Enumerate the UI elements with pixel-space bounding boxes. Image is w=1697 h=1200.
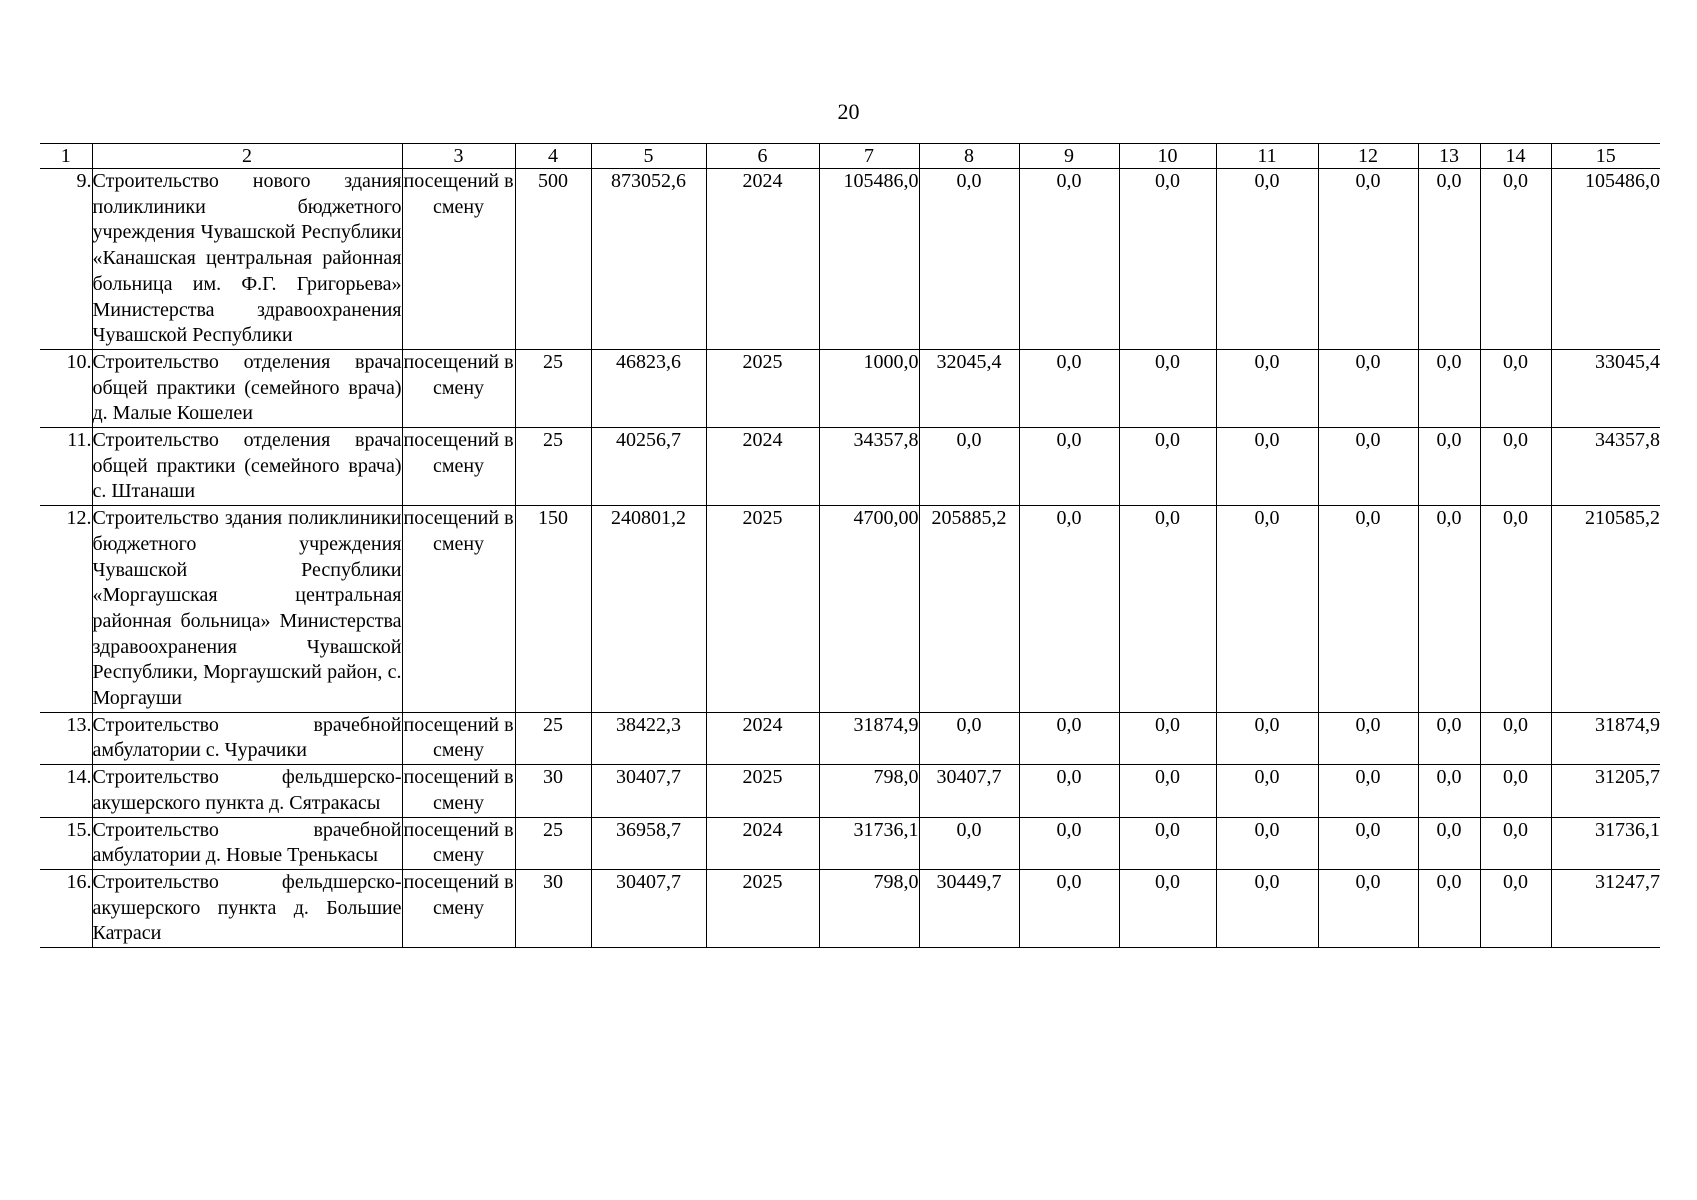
column-header: 6: [706, 144, 819, 169]
value-col-9: 0,0: [1019, 765, 1119, 817]
estimated-cost: 240801,2: [591, 506, 706, 713]
estimated-cost: 36958,7: [591, 817, 706, 869]
value-col-14: 0,0: [1480, 349, 1551, 427]
value-col-9: 0,0: [1019, 869, 1119, 947]
value-col-11: 0,0: [1216, 712, 1318, 764]
table-row: [40, 506, 1660, 713]
capacity-value: 500: [515, 169, 591, 350]
page-number: 20: [837, 99, 860, 124]
value-col-8: 0,0: [919, 712, 1019, 764]
object-description: Строительство фельдшерско-акушерского пункта д. Сятракасы: [92, 765, 402, 817]
table-row: [40, 428, 1660, 506]
value-col-12: 0,0: [1318, 506, 1418, 713]
value-col-15-total: 31874,9: [1551, 712, 1660, 764]
column-header: 11: [1216, 144, 1318, 169]
value-col-8: 0,0: [919, 169, 1019, 350]
row-number: 13.: [40, 712, 92, 764]
commission-year: 2024: [706, 817, 819, 869]
value-col-10: 0,0: [1119, 817, 1216, 869]
commission-year: 2024: [706, 169, 819, 350]
table-row: [40, 765, 1660, 817]
row-number: 11.: [40, 428, 92, 506]
estimated-cost: 40256,7: [591, 428, 706, 506]
value-col-15-total: 31205,7: [1551, 765, 1660, 817]
capacity-value: 25: [515, 712, 591, 764]
capacity-unit: посещений в смену: [402, 349, 515, 427]
row-number: 12.: [40, 506, 92, 713]
column-number-row: [40, 144, 1660, 169]
value-col-7: 105486,0: [819, 169, 919, 350]
capacity-unit: посещений в смену: [402, 428, 515, 506]
value-col-8: 0,0: [919, 817, 1019, 869]
row-number: 10.: [40, 349, 92, 427]
value-col-10: 0,0: [1119, 869, 1216, 947]
table-row: [40, 712, 1660, 764]
capacity-value: 25: [515, 349, 591, 427]
value-col-15-total: 105486,0: [1551, 169, 1660, 350]
value-col-14: 0,0: [1480, 712, 1551, 764]
value-col-13: 0,0: [1418, 349, 1480, 427]
value-col-14: 0,0: [1480, 169, 1551, 350]
column-header: 4: [515, 144, 591, 169]
capacity-unit: посещений в смену: [402, 506, 515, 713]
commission-year: 2025: [706, 349, 819, 427]
value-col-12: 0,0: [1318, 765, 1418, 817]
value-col-15-total: 210585,2: [1551, 506, 1660, 713]
value-col-15-total: 33045,4: [1551, 349, 1660, 427]
value-col-8: 205885,2: [919, 506, 1019, 713]
object-description: Строительство нового здания поликлиники бюджетного учреждения Чувашской Республики «Канашская центральная районная больница им. Ф.Г. Григорьева» Министерства здравоохранения Чувашской Республики: [92, 169, 402, 350]
value-col-9: 0,0: [1019, 712, 1119, 764]
capacity-unit: посещений в смену: [402, 817, 515, 869]
value-col-11: 0,0: [1216, 169, 1318, 350]
value-col-9: 0,0: [1019, 169, 1119, 350]
estimated-cost: 30407,7: [591, 869, 706, 947]
value-col-7: 34357,8: [819, 428, 919, 506]
value-col-15-total: 31736,1: [1551, 817, 1660, 869]
capacity-unit: посещений в смену: [402, 169, 515, 350]
capacity-value: 30: [515, 869, 591, 947]
value-col-13: 0,0: [1418, 765, 1480, 817]
value-col-10: 0,0: [1119, 349, 1216, 427]
column-header: 3: [402, 144, 515, 169]
value-col-14: 0,0: [1480, 869, 1551, 947]
value-col-11: 0,0: [1216, 428, 1318, 506]
row-number: 16.: [40, 869, 92, 947]
capacity-value: 25: [515, 817, 591, 869]
value-col-9: 0,0: [1019, 428, 1119, 506]
column-header: 10: [1119, 144, 1216, 169]
value-col-12: 0,0: [1318, 428, 1418, 506]
object-description: Строительство фельдшерско-акушерского пункта д. Большие Катраси: [92, 869, 402, 947]
value-col-13: 0,0: [1418, 712, 1480, 764]
commission-year: 2024: [706, 712, 819, 764]
object-description: Строительство отделения врача общей практики (семейного врача) с. Штанаши: [92, 428, 402, 506]
value-col-10: 0,0: [1119, 428, 1216, 506]
column-header: 7: [819, 144, 919, 169]
commission-year: 2025: [706, 765, 819, 817]
value-col-7: 1000,0: [819, 349, 919, 427]
estimated-cost: 38422,3: [591, 712, 706, 764]
value-col-7: 4700,00: [819, 506, 919, 713]
value-col-8: 32045,4: [919, 349, 1019, 427]
capacity-unit: посещений в смену: [402, 712, 515, 764]
row-number: 9.: [40, 169, 92, 350]
value-col-8: 30407,7: [919, 765, 1019, 817]
column-header: 12: [1318, 144, 1418, 169]
commission-year: 2024: [706, 428, 819, 506]
value-col-15-total: 34357,8: [1551, 428, 1660, 506]
investment-table: [40, 143, 1660, 948]
value-col-15-total: 31247,7: [1551, 869, 1660, 947]
column-header: 2: [92, 144, 402, 169]
value-col-11: 0,0: [1216, 506, 1318, 713]
capacity-value: 30: [515, 765, 591, 817]
value-col-12: 0,0: [1318, 817, 1418, 869]
column-header: 15: [1551, 144, 1660, 169]
value-col-10: 0,0: [1119, 712, 1216, 764]
object-description: Строительство врачебной амбулатории с. Чурачики: [92, 712, 402, 764]
capacity-value: 150: [515, 506, 591, 713]
value-col-10: 0,0: [1119, 506, 1216, 713]
value-col-13: 0,0: [1418, 869, 1480, 947]
table-row: [40, 869, 1660, 947]
value-col-12: 0,0: [1318, 712, 1418, 764]
value-col-13: 0,0: [1418, 428, 1480, 506]
value-col-12: 0,0: [1318, 169, 1418, 350]
value-col-7: 798,0: [819, 869, 919, 947]
commission-year: 2025: [706, 506, 819, 713]
value-col-7: 31874,9: [819, 712, 919, 764]
value-col-14: 0,0: [1480, 428, 1551, 506]
column-header: 5: [591, 144, 706, 169]
value-col-11: 0,0: [1216, 765, 1318, 817]
value-col-9: 0,0: [1019, 506, 1119, 713]
value-col-8: 30449,7: [919, 869, 1019, 947]
value-col-13: 0,0: [1418, 506, 1480, 713]
object-description: Строительство отделения врача общей практики (семейного врача) д. Малые Кошелеи: [92, 349, 402, 427]
row-number: 15.: [40, 817, 92, 869]
value-col-14: 0,0: [1480, 506, 1551, 713]
table-row: [40, 349, 1660, 427]
column-header: 8: [919, 144, 1019, 169]
value-col-7: 798,0: [819, 765, 919, 817]
capacity-unit: посещений в смену: [402, 765, 515, 817]
value-col-14: 0,0: [1480, 817, 1551, 869]
column-header: 13: [1418, 144, 1480, 169]
value-col-8: 0,0: [919, 428, 1019, 506]
object-description: Строительство здания поликлиники бюджетного учреждения Чувашской Республики «Моргаушская центральная районная больница» Министерства здравоохранения Чувашской Республики, Моргаушский район, с. Моргауши: [92, 506, 402, 713]
value-col-13: 0,0: [1418, 817, 1480, 869]
column-header: 9: [1019, 144, 1119, 169]
estimated-cost: 873052,6: [591, 169, 706, 350]
column-header: 14: [1480, 144, 1551, 169]
commission-year: 2025: [706, 869, 819, 947]
value-col-12: 0,0: [1318, 349, 1418, 427]
value-col-9: 0,0: [1019, 349, 1119, 427]
value-col-11: 0,0: [1216, 869, 1318, 947]
value-col-14: 0,0: [1480, 765, 1551, 817]
value-col-10: 0,0: [1119, 169, 1216, 350]
value-col-11: 0,0: [1216, 349, 1318, 427]
value-col-12: 0,0: [1318, 869, 1418, 947]
row-number: 14.: [40, 765, 92, 817]
capacity-value: 25: [515, 428, 591, 506]
table-row: [40, 169, 1660, 350]
estimated-cost: 46823,6: [591, 349, 706, 427]
table-row: [40, 817, 1660, 869]
estimated-cost: 30407,7: [591, 765, 706, 817]
value-col-11: 0,0: [1216, 817, 1318, 869]
value-col-7: 31736,1: [819, 817, 919, 869]
capacity-unit: посещений в смену: [402, 869, 515, 947]
column-header: 1: [40, 144, 92, 169]
value-col-9: 0,0: [1019, 817, 1119, 869]
value-col-10: 0,0: [1119, 765, 1216, 817]
value-col-13: 0,0: [1418, 169, 1480, 350]
object-description: Строительство врачебной амбулатории д. Новые Тренькасы: [92, 817, 402, 869]
